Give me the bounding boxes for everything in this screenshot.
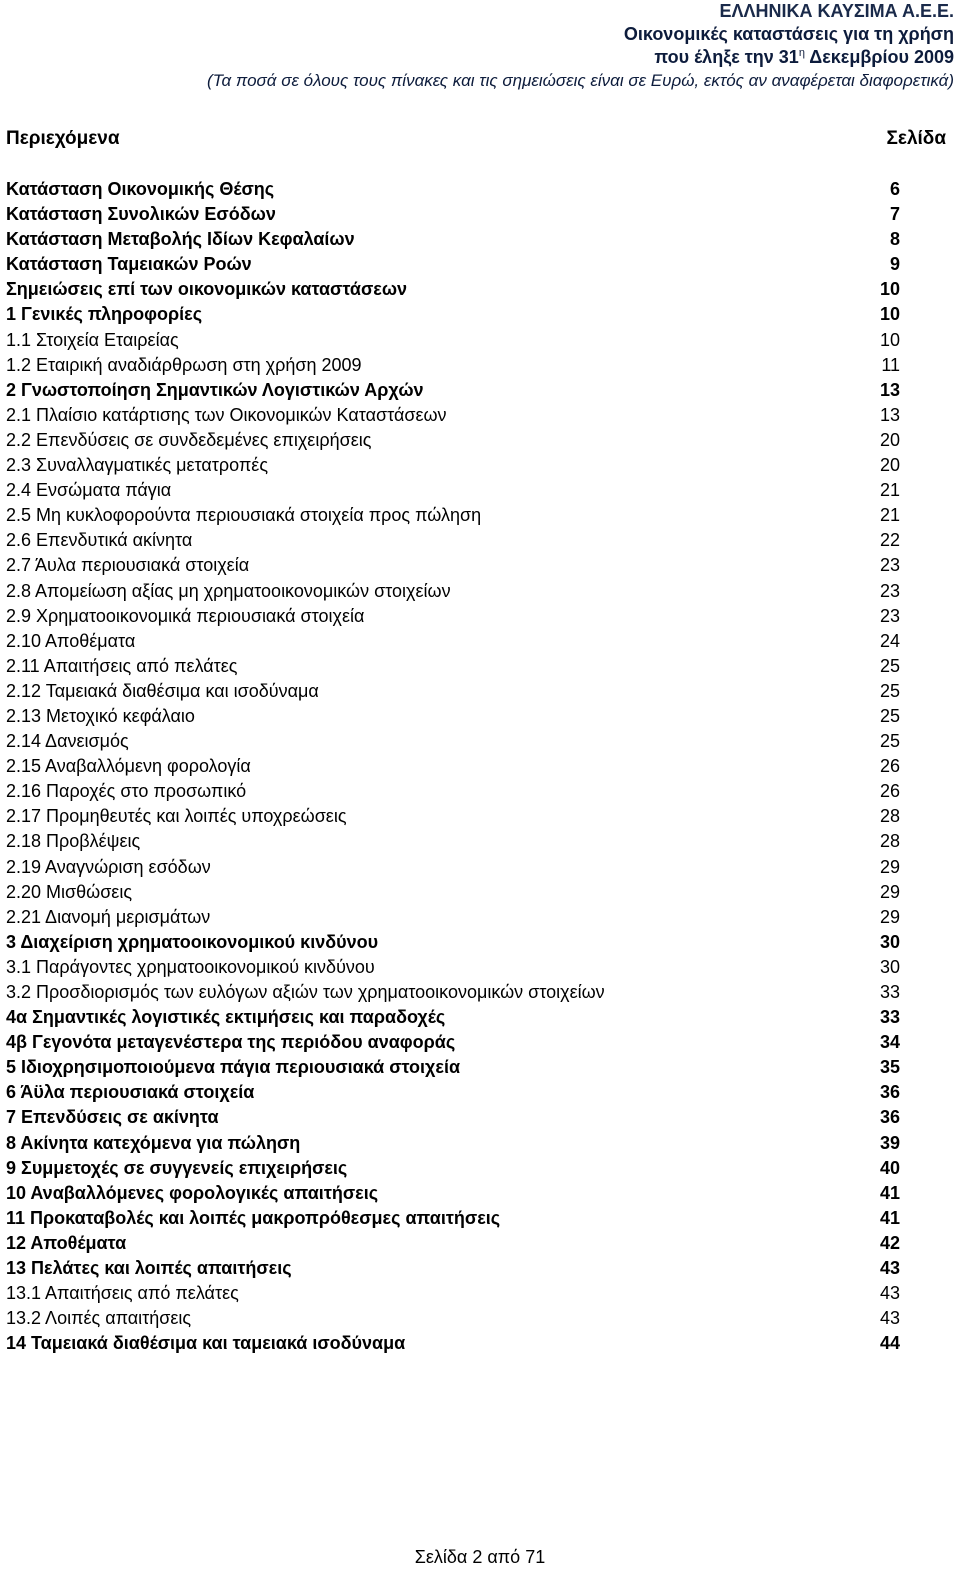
toc-entry[interactable]: [6, 679, 900, 704]
toc-entry-page: 41: [879, 1182, 900, 1203]
toc-entry[interactable]: [6, 528, 900, 553]
toc-entry-title: Κατάσταση Οικονομικής Θέσης: [6, 179, 275, 199]
toc-entry-page: 25: [879, 655, 900, 676]
toc-entry[interactable]: [6, 1131, 900, 1156]
toc-entry-title: 2.17 Προμηθευτές και λοιπές υποχρεώσεις: [6, 806, 347, 827]
toc-entry[interactable]: [6, 779, 900, 804]
toc-entry-page: 21: [879, 505, 900, 526]
toc-entry-title: 2.2 Επενδύσεις σε συνδεδεμένες επιχειρήσεις: [6, 429, 372, 450]
toc-entry-page: 29: [879, 856, 900, 877]
toc-entry-page: 43: [879, 1258, 900, 1279]
toc-entry[interactable]: [6, 328, 900, 353]
toc-entry-title: 2.5 Μη κυκλοφορούντα περιουσιακά στοιχεία προς πώληση: [6, 505, 482, 526]
toc-entry[interactable]: [6, 829, 900, 854]
document-header: [207, 0, 954, 92]
toc-entry-title: 4β Γεγονότα μεταγενέστερα της περιόδου αναφοράς: [6, 1032, 456, 1053]
company-name: ΕΛΛΗΝΙΚΑ ΚΑΥΣΙΜΑ Α.Ε.Ε.: [719, 1, 954, 21]
toc-entry-title: 1.2 Εταιρική αναδιάρθρωση στη χρήση 2009: [6, 354, 362, 375]
toc-entry[interactable]: [6, 1005, 900, 1030]
toc-entry[interactable]: [6, 453, 900, 478]
toc-entry-title: 8 Ακίνητα κατεχόμενα για πώληση: [6, 1132, 301, 1153]
toc-entry-title: Κατάσταση Συνολικών Εσόδων: [6, 204, 276, 225]
toc-entry[interactable]: [6, 855, 900, 880]
toc-entry-title: 10 Αναβαλλόμενες φορολογικές απαιτήσεις: [6, 1182, 379, 1203]
toc-entry-page: 33: [879, 982, 900, 1002]
toc-entry-page: 41: [879, 1207, 900, 1228]
toc-entry-title: 2.21 Διανομή μερισμάτων: [6, 906, 211, 927]
toc-entry-title: 2.11 Απαιτήσεις από πελάτες: [6, 655, 238, 676]
toc-entry-title: 12 Αποθέματα: [6, 1232, 127, 1253]
toc-entry-page: 8: [889, 229, 900, 250]
toc-entry-page: 25: [879, 680, 900, 701]
toc-entry[interactable]: [6, 629, 900, 654]
toc-entry-page: 23: [879, 580, 900, 601]
toc-entry[interactable]: [6, 930, 900, 955]
toc-heading: Περιεχόμενα: [6, 128, 120, 149]
toc-entry[interactable]: [6, 252, 900, 277]
toc-entry[interactable]: [6, 654, 900, 679]
toc-entry-page: 9: [889, 254, 900, 275]
toc-entry-title: 2.6 Επενδυτικά ακίνητα: [6, 530, 193, 551]
currency-note: (Τα ποσά σε όλους τους πίνακες και τις σημειώσεις είναι σε Ευρώ, εκτός αν αναφέρεται διαφορετικά): [207, 71, 954, 90]
toc-entry[interactable]: [6, 880, 900, 905]
toc-entry-title: 13.1 Απαιτήσεις από πελάτες: [6, 1283, 239, 1304]
fiscal-year-end: [207, 46, 954, 69]
toc-entry-title: 2.15 Αναβαλλόμενη φορολογία: [6, 756, 251, 777]
toc-entry-page: 43: [879, 1308, 900, 1329]
toc-entry[interactable]: [6, 353, 900, 378]
toc-entry-page: 40: [879, 1157, 900, 1178]
toc-entry-title: 2.1 Πλαίσιο κατάρτισης των Οικονομικών Καταστάσεων: [6, 404, 447, 425]
statements-title: Οικονομικές καταστάσεις για τη χρήση: [623, 24, 954, 44]
toc-entry[interactable]: [6, 378, 900, 403]
toc-entry-page: 13: [879, 379, 900, 400]
toc-entry[interactable]: [6, 1055, 900, 1080]
toc-entry[interactable]: [6, 1281, 900, 1306]
toc-entry-title: 14 Ταμειακά διαθέσιμα και ταμειακά ισοδύναμα: [6, 1333, 406, 1354]
toc-entry-page: 35: [879, 1057, 900, 1078]
toc-entry-title: 2.8 Απομείωση αξίας μη χρηματοοικονομικών στοιχείων: [6, 580, 451, 601]
toc-entry[interactable]: [6, 804, 900, 829]
toc-entry-title: 2.10 Αποθέματα: [6, 630, 136, 651]
toc-entry-title: 1 Γενικές πληροφορίες: [6, 304, 203, 325]
toc-entry[interactable]: [6, 227, 900, 252]
toc-entry-title: 2 Γνωστοποίηση Σημαντικών Λογιστικών Αρχών: [6, 379, 424, 400]
toc-entry[interactable]: [6, 704, 900, 729]
toc-entry[interactable]: [6, 1306, 900, 1331]
toc-entry-title: 11 Προκαταβολές και λοιπές μακροπρόθεσμες απαιτήσεις: [6, 1207, 501, 1228]
toc-entry[interactable]: [6, 729, 900, 754]
toc-entry-title: 6 Άϋλα περιουσιακά στοιχεία: [6, 1082, 255, 1103]
toc-entry-title: 13 Πελάτες και λοιπές απαιτήσεις: [6, 1258, 292, 1279]
toc-entry-title: 4α Σημαντικές λογιστικές εκτιμήσεις και παραδοχές: [6, 1007, 446, 1028]
toc-entry[interactable]: [6, 1181, 900, 1206]
toc-entry[interactable]: [6, 177, 900, 202]
toc-entry-title: 2.4 Ενσώματα πάγια: [6, 480, 172, 501]
toc-entry-title: 2.3 Συναλλαγματικές μετατροπές: [6, 455, 269, 476]
toc-entry[interactable]: [6, 1331, 900, 1356]
toc-entry-title: Κατάσταση Μεταβολής Ιδίων Κεφαλαίων: [6, 229, 355, 250]
toc-list: [6, 177, 900, 1356]
toc-entry-page: 21: [879, 480, 900, 501]
toc-entry-title: 2.14 Δανεισμός: [6, 731, 129, 752]
toc-entry-page: 23: [879, 605, 900, 626]
toc-entry-page: 44: [879, 1333, 900, 1354]
toc-entry[interactable]: [6, 277, 900, 302]
toc-entry-page: 24: [879, 630, 900, 651]
toc-entry[interactable]: [6, 302, 900, 327]
toc-entry-page: 34: [879, 1032, 900, 1053]
toc-entry-page: 11: [881, 354, 900, 375]
toc-entry[interactable]: [6, 1080, 900, 1105]
toc-entry[interactable]: [6, 905, 900, 930]
toc-entry[interactable]: [6, 403, 900, 428]
toc-entry-page: 30: [879, 956, 900, 977]
toc-entry[interactable]: [6, 428, 900, 453]
toc-entry-title: 2.9 Χρηματοοικονομικά περιουσιακά στοιχεία: [6, 605, 365, 626]
toc-entry-page: 6: [889, 179, 900, 199]
toc-entry-title: 3 Διαχείριση χρηματοοικονομικού κινδύνου: [6, 931, 379, 952]
toc-entry-page: 10: [879, 304, 900, 325]
toc-entry-page: 20: [879, 455, 900, 476]
toc-entry-title: 3.1 Παράγοντες χρηματοοικονομικού κινδύνου: [6, 956, 375, 977]
toc-entry[interactable]: [6, 980, 900, 1005]
toc-entry-page: 29: [879, 906, 900, 927]
toc-entry-title: 2.12 Ταμειακά διαθέσιμα και ισοδύναμα: [6, 680, 319, 701]
toc-entry[interactable]: [6, 1105, 900, 1130]
toc-entry[interactable]: [6, 202, 900, 227]
toc-entry[interactable]: [6, 503, 900, 528]
toc-entry-page: 26: [879, 756, 900, 777]
toc-entry-title: 2.7 Άυλα περιουσιακά στοιχεία: [6, 555, 250, 576]
toc-entry-page: 36: [879, 1107, 900, 1128]
toc-entry-page: 33: [879, 1007, 900, 1028]
toc-heading-row: [6, 128, 946, 154]
toc-entry-page: 25: [879, 705, 900, 726]
toc-entry-page: 30: [879, 931, 900, 952]
toc-entry[interactable]: [6, 579, 900, 604]
toc-entry-title: 2.13 Μετοχικό κεφάλαιο: [6, 705, 195, 726]
toc-entry-title: Σημειώσεις επί των οικονομικών καταστάσεων: [6, 279, 408, 300]
toc-entry[interactable]: [6, 754, 900, 779]
toc-entry[interactable]: [6, 955, 900, 980]
toc-entry-title: 5 Ιδιοχρησιμοποιούμενα πάγια περιουσιακά στοιχεία: [6, 1057, 461, 1078]
fiscal-year-suffix: Δεκεμβρίου 2009: [804, 47, 954, 67]
toc-entry-title: 13.2 Λοιπές απαιτήσεις: [6, 1308, 192, 1329]
toc-entry-page: 29: [879, 881, 900, 902]
toc-entry[interactable]: [6, 1030, 900, 1055]
toc-entry[interactable]: [6, 1231, 900, 1256]
toc-entry[interactable]: [6, 1206, 900, 1231]
toc-entry-page: 22: [879, 530, 900, 551]
toc-entry[interactable]: [6, 553, 900, 578]
toc-entry-page: 39: [879, 1132, 900, 1153]
toc-entry-title: 2.18 Προβλέψεις: [6, 831, 141, 852]
toc-entry-page: 10: [879, 279, 900, 300]
toc-entry-page: 20: [879, 429, 900, 450]
toc-entry-page: 28: [879, 806, 900, 827]
toc-entry-page: 13: [879, 404, 900, 425]
toc-entry-title: 3.2 Προσδιορισμός των ευλόγων αξιών των χρηματοοικονομικών στοιχείων: [6, 982, 605, 1002]
toc-entry-page: 36: [879, 1082, 900, 1103]
toc-entry-title: 2.16 Παροχές στο προσωπικό: [6, 781, 247, 802]
toc-entry[interactable]: [6, 478, 900, 503]
toc-entry-page: 10: [879, 329, 900, 350]
toc-entry-title: 2.20 Μισθώσεις: [6, 881, 133, 902]
toc-entry[interactable]: [6, 1256, 900, 1281]
toc-entry-title: 7 Επενδύσεις σε ακίνητα: [6, 1107, 219, 1128]
toc-entry-page: 23: [879, 555, 900, 576]
toc-entry[interactable]: [6, 604, 900, 629]
toc-entry-title: 2.19 Αναγνώριση εσόδων: [6, 856, 211, 877]
toc-entry[interactable]: [6, 1156, 900, 1181]
page-footer: Σελίδα 2 από 71: [414, 1547, 546, 1567]
toc-entry-page: 25: [879, 731, 900, 752]
toc-entry-title: Κατάσταση Ταμειακών Ροών: [6, 254, 252, 275]
toc-entry-title: 1.1 Στοιχεία Εταιρείας: [6, 329, 179, 350]
toc-entry-title: 9 Συμμετοχές σε συγγενείς επιχειρήσεις: [6, 1157, 348, 1178]
toc-entry-page: 26: [879, 781, 900, 802]
fiscal-year-ordinal: η: [798, 47, 805, 59]
fiscal-year-prefix: που έληξε την 31: [654, 47, 799, 67]
toc-entry-page: 42: [879, 1232, 900, 1253]
toc-entry-page: 7: [889, 204, 900, 225]
toc-page-heading: Σελίδα: [886, 128, 946, 149]
toc-entry-page: 28: [879, 831, 900, 852]
toc-entry-page: 43: [879, 1283, 900, 1304]
